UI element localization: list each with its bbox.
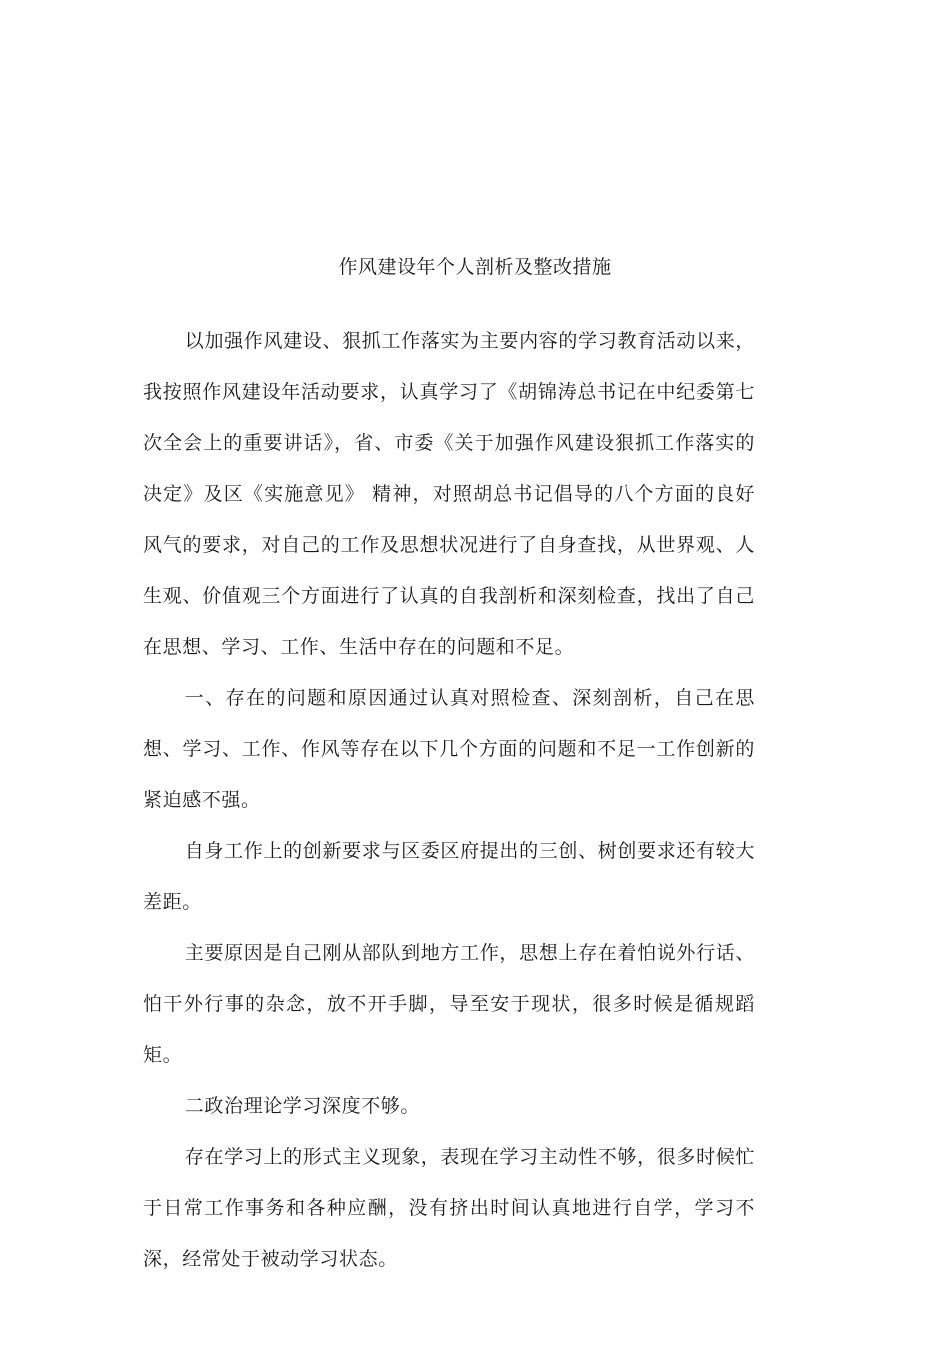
document-body [143, 316, 755, 1285]
paragraph-main-reason: 主要原因是自己刚从部队到地方工作，思想上存在着怕说外行话、怕干外行事的杂念，放不开手脚，导至安于现状，很多时候是循规蹈矩。 [143, 942, 755, 1066]
paragraph-theory-heading: 二政治理论学习深度不够。 [184, 1095, 420, 1117]
document-title: 作风建设年个人剖析及整改措施 [338, 256, 612, 278]
paragraph-study-formalism: 存在学习上的形式主义现象，表现在学习主动性不够，很多时候忙于日常工作事务和各种应酬，没有挤出时间认真地进行自学，学习不深，经常处于被动学习状态。 [143, 1146, 755, 1270]
paragraph-intro: 以加强作风建设、狠抓工作落实为主要内容的学习教育活动以来，我按照作风建设年活动要求，认真学习了《胡锦涛总书记在中纪委第七次全会上的重要讲话》，省、市委《关于加强作风建设狠抓工作落实的决定》及区《实施意见》 精神，对照胡总书记倡导的八个方面的良好风气的要求，对自己的工作及思想状况进行了自身查找，从世界观、人生观、价值观三个方面进行了认真的自我剖析和深刻检查，找出了自己在思想、学习、工作、生活中存在的问题和不足。 [143, 330, 755, 658]
paragraph-innovation-gap: 自身工作上的创新要求与区委区府提出的三创、树创要求还有较大差距。 [143, 840, 755, 913]
paragraph-problems-heading: 一、存在的问题和原因通过认真对照检查、深刻剖析，自己在思想、学习、工作、作风等存在以下几个方面的问题和不足一工作创新的紧迫感不强。 [143, 687, 755, 811]
